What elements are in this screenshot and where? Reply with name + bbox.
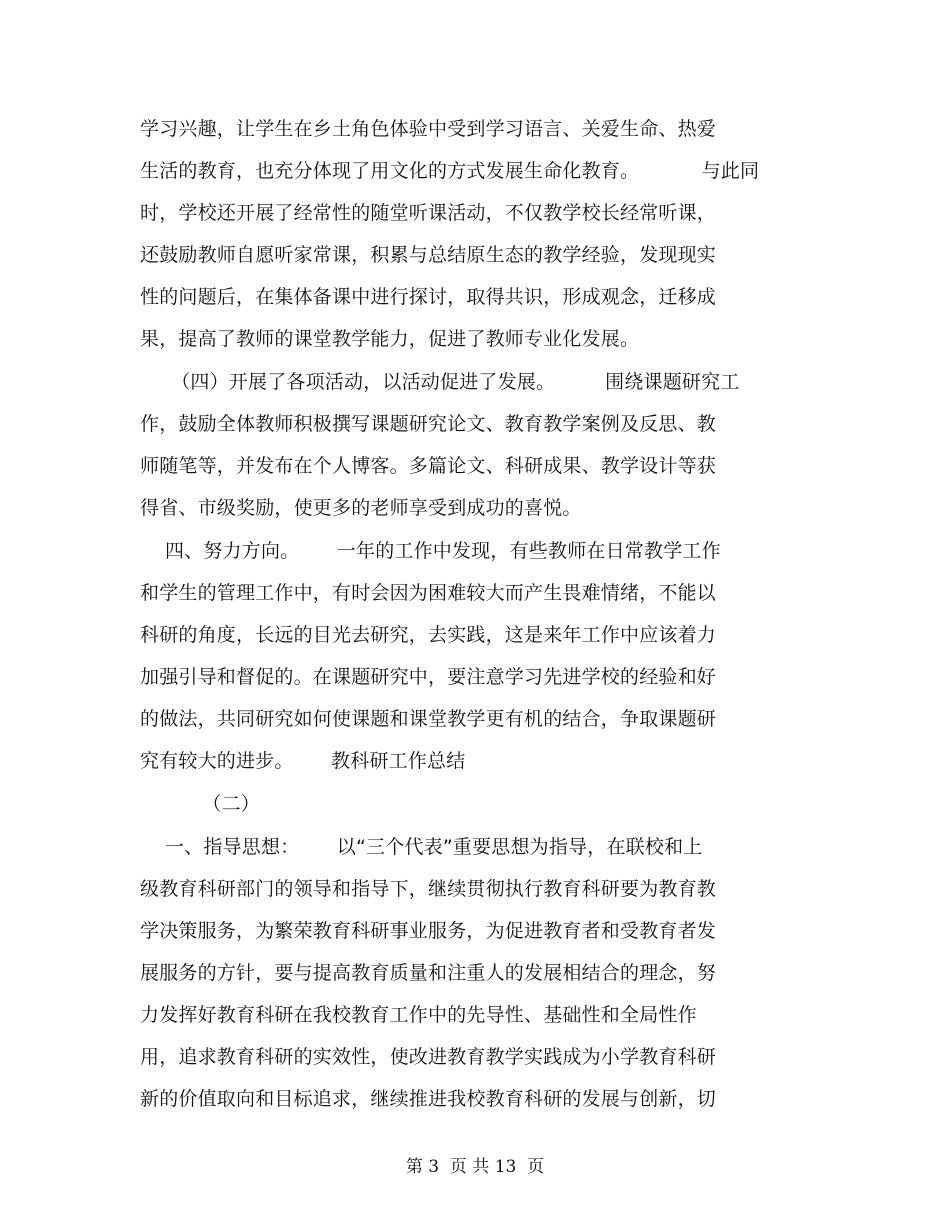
body-text-line: 生活的教育，也充分体现了用文化的方式发展生命化教育。 与此同 — [140, 160, 760, 182]
body-text-line: 作，鼓励全体教师积极撰写课题研究论文、教育教学案例及反思、教 — [140, 413, 717, 435]
body-text-line: 和学生的管理工作中，有时会因为困难较大而产生畏难情绪，不能以 — [140, 582, 717, 604]
body-text-line: 还鼓励教师自愿听家常课，积累与总结原生态的教学经验，发现现实 — [140, 244, 717, 266]
body-text-line: 的做法，共同研究如何使课题和课堂教学更有机的结合，争取课题研 — [140, 708, 717, 730]
body-text-line: 得省、市级奖励，使更多的老师享受到成功的喜悦。 — [140, 497, 582, 519]
body-text-line: 学决策服务，为繁荣教育科研事业服务，为促进教育者和受教育者发 — [140, 920, 717, 942]
body-text-line: 用，追求教育科研的实效性，使改进教育教学实践成为小学教育科研 — [140, 1046, 717, 1068]
body-text-line: 时，学校还开展了经常性的随堂听课活动，不仅教学校长经常听课， — [140, 202, 717, 224]
body-text-line: 新的价值取向和目标追求，继续推进我校教育科研的发展与创新，切 — [140, 1088, 717, 1110]
body-text-line: 学习兴趣，让学生在乡土角色体验中受到学习语言、关爱生命、热爱 — [140, 118, 717, 140]
page-number-footer: 第 3 页 共 13 页 — [405, 1157, 545, 1177]
body-text-line: 展服务的方针，要与提高教育质量和注重人的发展相结合的理念，努 — [140, 962, 717, 984]
section-heading-line: 一、指导思想： 以“三个代表”重要思想为指导，在联校和上 — [140, 836, 703, 858]
body-text-line: 加强引导和督促的。在课题研究中，要注意学习先进学校的经验和好 — [140, 666, 717, 688]
body-text-line: 科研的角度，长远的目光去研究，去实践，这是来年工作中应该着力 — [140, 624, 717, 646]
body-text-line: 师随笔等，并发布在个人博客。多篇论文、科研成果、教学设计等获 — [140, 455, 717, 477]
section-heading-line: 四、努力方向。 一年的工作中发现，有些教师在日常教学工作 — [140, 540, 721, 562]
section-heading-line: （四）开展了各项活动，以活动促进了发展。 围绕课题研究工 — [140, 371, 740, 393]
body-text-line: 果，提高了教师的课堂教学能力，促进了教师专业化发展。 — [140, 328, 640, 350]
body-text-line: 级教育科研部门的领导和指导下，继续贯彻执行教育科研要为教育教 — [140, 878, 717, 900]
body-text-line: 力发挥好教育科研在我校教育工作中的先导性、基础性和全局性作 — [140, 1004, 697, 1026]
section-number-line: （二） — [140, 793, 260, 815]
body-text-line: 性的问题后，在集体备课中进行探讨，取得共识，形成观念，迁移成 — [140, 286, 717, 308]
body-text-line: 究有较大的进步。 教科研工作总结 — [140, 750, 466, 772]
